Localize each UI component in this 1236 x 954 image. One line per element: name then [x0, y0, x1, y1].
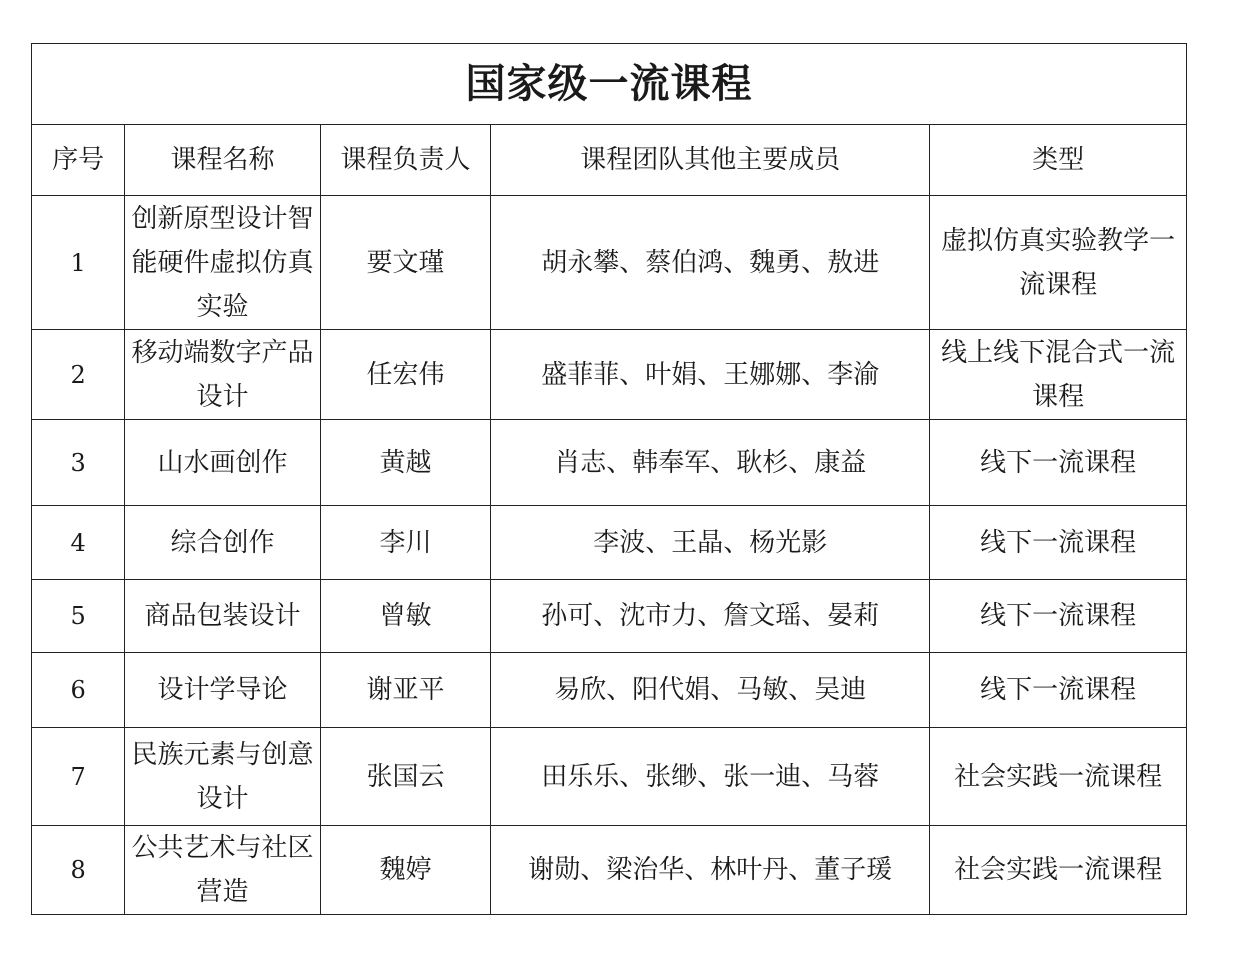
header-course-name: 课程名称: [125, 125, 321, 196]
cell-course-lead: 要文瑾: [320, 196, 490, 330]
cell-course-name: 创新原型设计智能硬件虚拟仿真实验: [125, 196, 321, 330]
cell-no: 8: [32, 826, 125, 915]
cell-type: 线下一流课程: [930, 653, 1187, 728]
cell-course-name: 设计学导论: [125, 653, 321, 728]
cell-course-name: 商品包装设计: [125, 580, 321, 653]
cell-team-members: 易欣、阳代娟、马敏、吴迪: [491, 653, 930, 728]
cell-team-members: 李波、王晶、杨光影: [491, 506, 930, 580]
table-row: [32, 580, 1187, 653]
cell-type: 线下一流课程: [930, 580, 1187, 653]
cell-course-name: 综合创作: [125, 506, 321, 580]
cell-course-lead: 谢亚平: [320, 653, 490, 728]
cell-course-lead: 魏婷: [320, 826, 490, 915]
table-title: 国家级一流课程: [32, 44, 1187, 125]
cell-no: 2: [32, 330, 125, 420]
cell-no: 6: [32, 653, 125, 728]
table-row: [32, 330, 1187, 420]
cell-team-members: 谢勋、梁治华、林叶丹、董子瑗: [491, 826, 930, 915]
table-row: [32, 653, 1187, 728]
table-row: [32, 506, 1187, 580]
cell-course-lead: 李川: [320, 506, 490, 580]
cell-no: 7: [32, 728, 125, 826]
cell-no: 5: [32, 580, 125, 653]
table-row: [32, 728, 1187, 826]
cell-course-lead: 任宏伟: [320, 330, 490, 420]
cell-course-lead: 张国云: [320, 728, 490, 826]
table-row: [32, 196, 1187, 330]
header-type: 类型: [930, 125, 1187, 196]
cell-type: 社会实践一流课程: [930, 728, 1187, 826]
header-no: 序号: [32, 125, 125, 196]
cell-team-members: 田乐乐、张缈、张一迪、马蓉: [491, 728, 930, 826]
title-row: [32, 44, 1187, 125]
cell-no: 3: [32, 420, 125, 506]
cell-type: 虚拟仿真实验教学一流课程: [930, 196, 1187, 330]
cell-course-name: 移动端数字产品设计: [125, 330, 321, 420]
cell-course-name: 公共艺术与社区营造: [125, 826, 321, 915]
cell-type: 线下一流课程: [930, 506, 1187, 580]
cell-type: 线下一流课程: [930, 420, 1187, 506]
cell-no: 1: [32, 196, 125, 330]
table-row: [32, 826, 1187, 915]
cell-team-members: 盛菲菲、叶娟、王娜娜、李渝: [491, 330, 930, 420]
course-table: [31, 43, 1187, 915]
cell-type: 社会实践一流课程: [930, 826, 1187, 915]
cell-team-members: 肖志、韩奉军、耿杉、康益: [491, 420, 930, 506]
header-course-lead: 课程负责人: [320, 125, 490, 196]
header-row: [32, 125, 1187, 196]
cell-course-lead: 黄越: [320, 420, 490, 506]
cell-type: 线上线下混合式一流课程: [930, 330, 1187, 420]
cell-no: 4: [32, 506, 125, 580]
cell-team-members: 胡永攀、蔡伯鸿、魏勇、敖进: [491, 196, 930, 330]
header-team-members: 课程团队其他主要成员: [491, 125, 930, 196]
cell-course-lead: 曾敏: [320, 580, 490, 653]
table-row: [32, 420, 1187, 506]
cell-course-name: 民族元素与创意设计: [125, 728, 321, 826]
cell-course-name: 山水画创作: [125, 420, 321, 506]
cell-team-members: 孙可、沈市力、詹文瑶、晏莉: [491, 580, 930, 653]
